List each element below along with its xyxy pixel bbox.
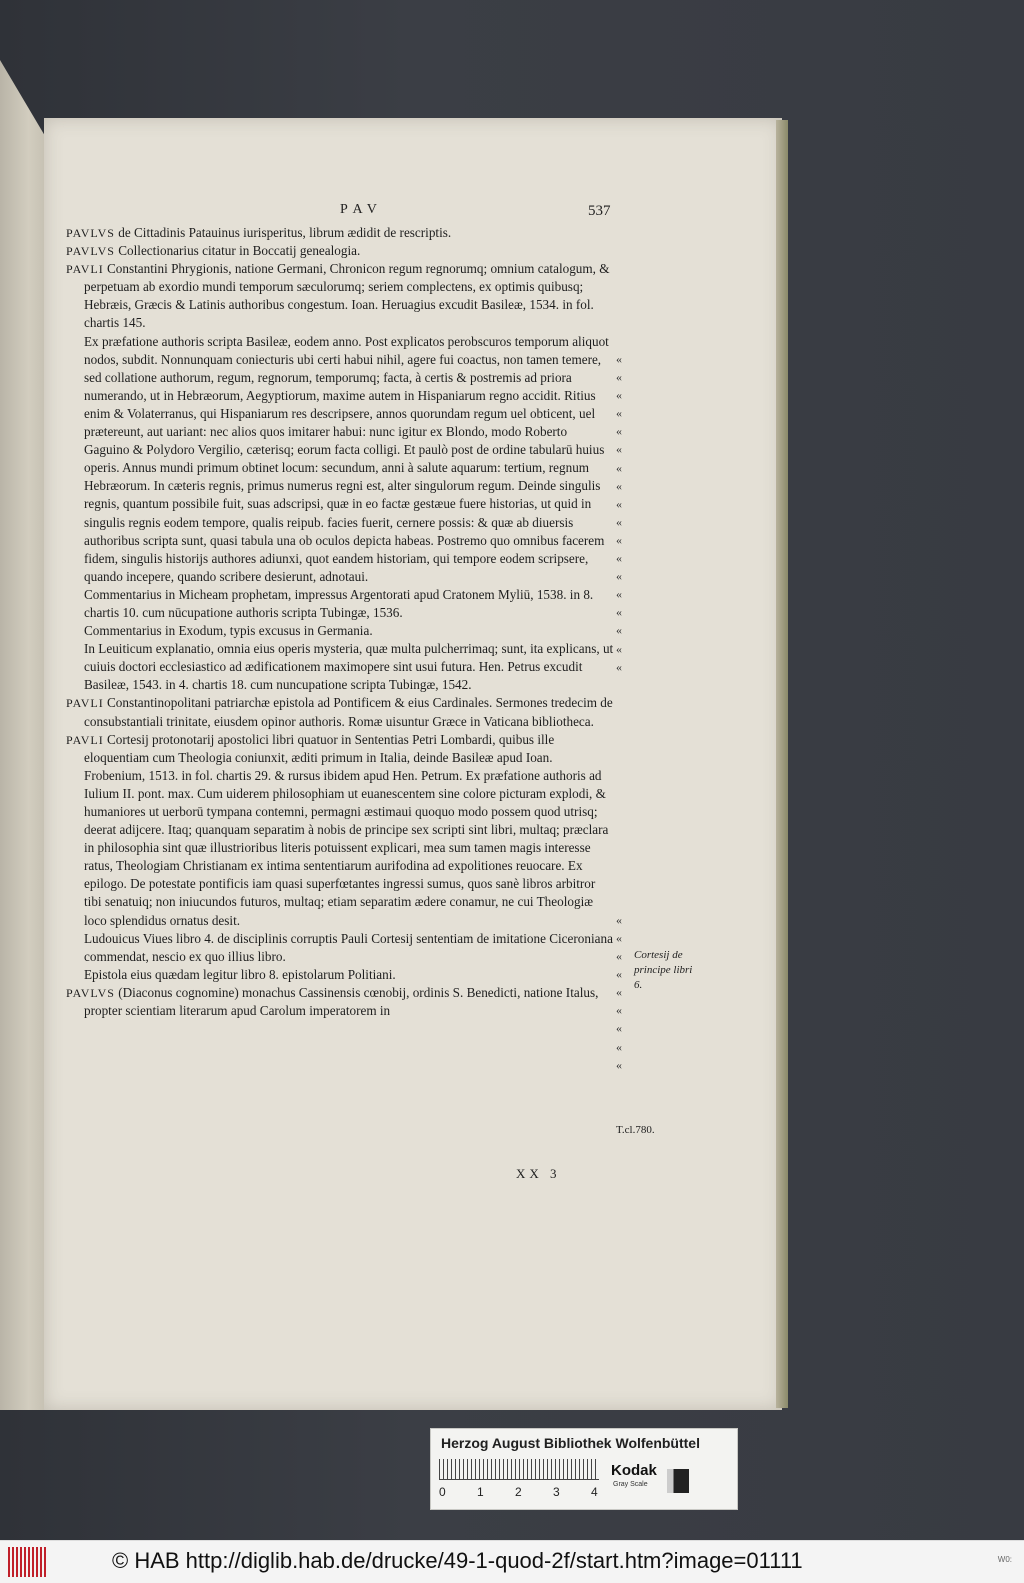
entry-text: Commentarius in Exodum, typis excusus in Germania. [84, 623, 373, 639]
footer-bar [0, 1540, 1024, 1583]
footer-corner-mark: W0: [997, 1555, 1012, 1564]
kodak-subtitle: Gray Scale [613, 1481, 648, 1488]
catalog-entry [66, 242, 614, 260]
running-head: PAV [340, 202, 383, 217]
page-number: 537 [588, 203, 611, 219]
entry-lead-name: PAVLVS [66, 244, 115, 259]
kodak-brand: Kodak [611, 1462, 657, 1479]
ruler-number: 4 [591, 1485, 598, 1499]
entry-text: Ludouicus Viues libro 4. de disciplinis corruptis Pauli Cortesij sententiam de imitatione Ciceroniana commendat, nescio ex quo illius libro. [84, 930, 613, 964]
catalog-entry [66, 260, 614, 332]
entry-continuation [66, 622, 614, 640]
entry-lead-name: PAVLI [66, 696, 104, 711]
entry-continuation [66, 586, 614, 622]
entry-text: (Diaconus cognomine) monachus Cassinensis cœnobij, ordinis S. Benedicti, natione Italus, propter scientiam literarum apud Carolum imperatorem in [84, 984, 599, 1019]
library-label-card [430, 1428, 738, 1510]
page-fore-edge [776, 120, 788, 1408]
catalog-entry [66, 984, 614, 1020]
entry-text: Cortesij protonotarij apostolici libri quatuor in Sententias Petri Lombardi, quibus ille eloquentiam cum Theologia coniunxit, æditi primum in Italia, deinde Basileæ apud Ioan. Frobenium, 1513. in fol. chartis 29. & rursus ibidem apud Hen. Petrum. Ex præfatione authoris ad Iulium II. pont. max. Cum uiderem philosophiam ut euanescentem sine colore picturam explodi, & humaniores ut uerborū tympana contemni, permagni æstimaui quoquo modo possem quod utrisq; deerat adijcere. Itaq; quanquam separatim à nobis de principe sex scripti sint libri, multaq; præclara in philosophia sint quæ illustrioribus literis potuissent explicari, mea sum tamen magis interesse ratus, Theologiam Christianam ex intima sententiarum aurifodina ad expolitiones reuocare. Ex epilogo. De potestate pontificis iam quasi superfœtantes ingressi sumus, quos sanè libros arbitror tibi senatuiq; non iniucundos futuros, multaq; etiam separatim ædere conamur, ne cui Theologiæ loco splendidus ornatus desit. [84, 731, 609, 928]
marginal-note: Cortesij de principe libri 6. [634, 949, 693, 991]
marginal-reference: T.cl.780. [616, 1124, 655, 1136]
entry-continuation [66, 640, 614, 694]
scale-ruler [439, 1459, 599, 1480]
entry-lead-name: PAVLVS [66, 226, 115, 240]
catalog-entry [66, 224, 614, 242]
ruler-number: 2 [515, 1485, 522, 1499]
main-text [66, 224, 614, 1020]
entry-continuation [66, 930, 614, 966]
gray-swatch-icon [667, 1469, 689, 1493]
entry-lead-name: PAVLVS [66, 985, 115, 1000]
entry-text: Epistola eius quædam legitur libro 8. epistolarum Politiani. [84, 966, 396, 982]
entry-lead-name: PAVLI [66, 732, 104, 747]
copyright-url[interactable]: © HAB http://diglib.hab.de/drucke/49-1-quod-2f/start.htm?image=01111 [112, 1548, 803, 1573]
entry-text: Ex præfatione authoris scripta Basileæ, eodem anno. Post explicatos perobscuros temporum aliquot nodos, subdit. Nonnunquam coniecturis ubi certi habui nihil, agere fui coactus, non tamen temere, sed collatione authorum, regum, regnorum, temporumq; facta, à certis & postremis ad priora numerando, ut in Hebræorum, Aegyptiorum, maxime autem in Hispaniarum regno accidit. Ritius enim & Volaterranus, qui Hispaniarum res descripsere, annos quorundam regum uel obticent, uel prætereunt, aut uariant: nec alios quos imitarer habui: nunc igitur ex Blondo, modo Roberto Gaguino & Polydoro Vergilio, cæterisq; eorum facta colligi. Et paulò post de ordine tabularū huius operis. Annus mundi primum obtinet locum: secundum, anni à salute aquarum: tertium, regnum Hebræorum. In cæteris regnis, primus numerus regni est, alter singulorum regum. Deinde singulis regnis, quantum possibile fuit, suas adscripsi, quæ in eo factæ gestæue fuere historias, ut quid in singulis regnis eodem tempore, qualis reipub. facies fuerit, cernere possis: & quæ ab diuersis authoribus scripta sunt, quasi tabula una ob oculos depicta habeas. Postremo quo omnibus facerem fidem, singulis historijs authores adiunxi, quot eandem historiam, qui tempore eodem scripsere, quando incepere, quando scribere desierunt, adnotaui. [84, 333, 609, 584]
ruler-number: 1 [477, 1485, 484, 1499]
entry-text: de Cittadinis Patauinus iurisperitus, librum ædidit de rescriptis. [114, 225, 452, 240]
ruler-number: 3 [553, 1485, 560, 1499]
catalog-entry [66, 694, 614, 730]
entry-text: Constantini Phrygionis, natione Germani, Chronicon regum regnorumq; omnium catalogum, & perpetuam ab exordio mundi temporum sæculorumq; seriem complectens, ex optimis quibusq; Hebræis, Græcis & Latinis authoribus congestum. Ioan. Heruagius excudit Basileæ, 1534. in fol. chartis 145. [84, 261, 610, 331]
entry-text: In Leuiticum explanatio, omnia eius operis mysteria, quæ multa pulcherrimaq; sunt, ita explicans, ut cuiuis doctori ecclesiastico ad ædificationem maximopere sint usui futura. Hen. Petrus excudit Basileæ, 1543. in 4. chartis 18. cum nuncupatione scripta Tubingæ, 1542. [84, 641, 614, 693]
quotation-marks-column: « « « « « « « « « « « « « « « « « « « « « « « « « « « [616, 352, 622, 1072]
ruler-number: 0 [439, 1485, 446, 1499]
entry-text: Constantinopolitani patriarchæ epistola ad Pontificem & eius Cardinales. Sermones tredecim de consubstantiali trinitate, eiusdem opinor authoris. Romæ uisuntur Græce in Vaticana bibliotheca. [84, 695, 613, 729]
entry-continuation [66, 966, 614, 984]
previous-page-edge [0, 60, 48, 1410]
entry-text: Commentarius in Micheam prophetam, impressus Argentorati apud Cratonem Myliū, 1538. in 8. chartis 10. cum nūcupatione authoris scripta Tubingæ, 1536. [84, 586, 594, 620]
catalog-entry [66, 731, 614, 930]
signature-mark: XX 3 [516, 1166, 561, 1181]
library-name: Herzog August Bibliothek Wolfenbüttel [441, 1435, 700, 1451]
entry-text: Collectionarius citatur in Boccatij genealogia. [114, 243, 361, 259]
hab-logo-icon [8, 1547, 46, 1577]
entry-continuation [66, 333, 614, 586]
entry-lead-name: PAVLI [66, 262, 104, 277]
